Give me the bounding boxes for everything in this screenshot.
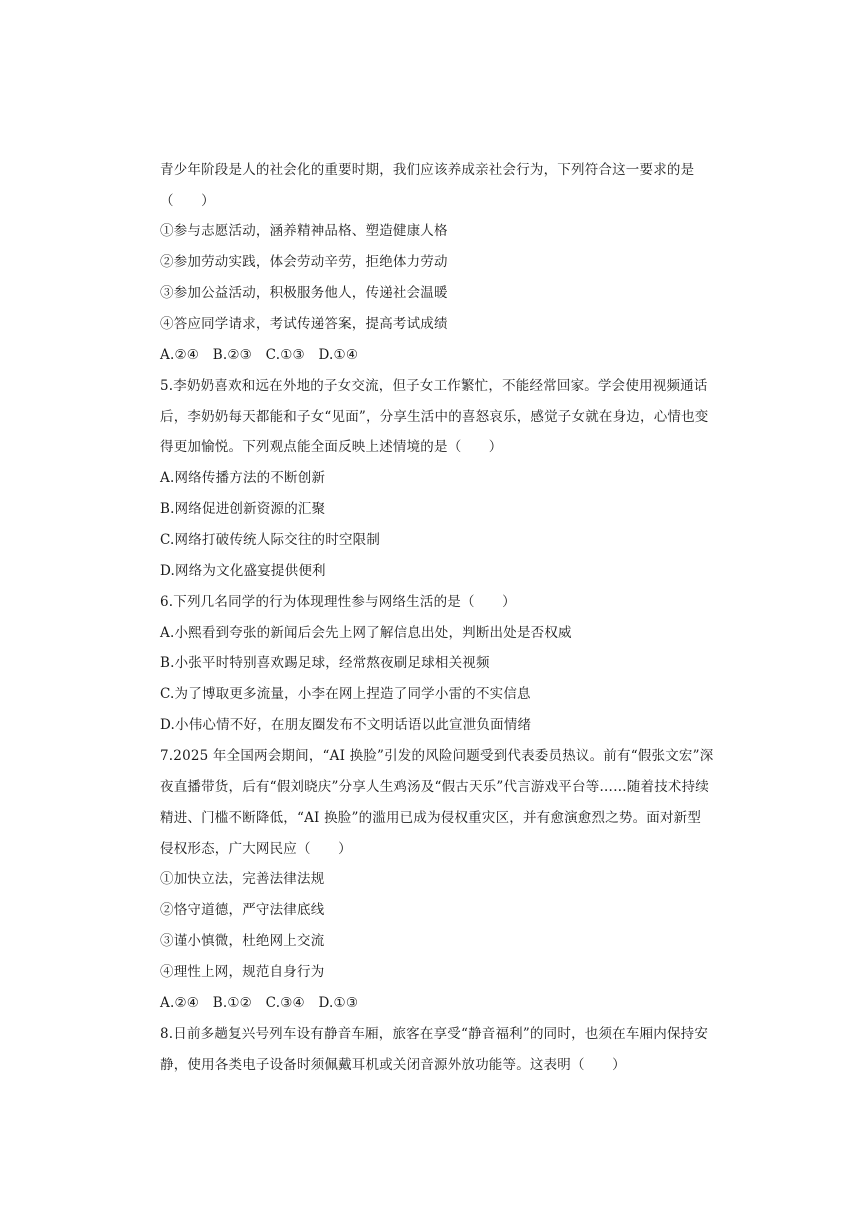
question-5-option-a: A.网络传播方法的不断创新 bbox=[160, 470, 326, 486]
question-6-option-b: B.小张平时特别喜欢踢足球，经常熬夜刷足球相关视频 bbox=[160, 655, 490, 671]
question-6-stem: 6.下列几名同学的行为体现理性参与网络生活的是（ ） bbox=[160, 594, 516, 610]
question-8-stem-line-2: 静，使用各类电子设备时须佩戴耳机或关闭音源外放功能等。这表明（ ） bbox=[160, 1057, 626, 1073]
question-4-item-2: ②参加劳动实践，体会劳动辛劳，拒绝体力劳动 bbox=[160, 254, 448, 270]
question-7-stem-line-3: 精进、门槛不断降低，“AI 换脸”的滥用已成为侵权重灾区，并有愈演愈烈之势。面对新型 bbox=[160, 810, 702, 826]
question-5-option-d: D.网络为文化盛宴提供便利 bbox=[160, 563, 326, 579]
question-4-item-3: ③参加公益活动，积极服务他人，传递社会温暖 bbox=[160, 285, 448, 301]
question-6-option-a: A.小熙看到夸张的新闻后会先上网了解信息出处，判断出处是否权威 bbox=[160, 625, 572, 641]
question-7-stem-line-4: 侵权形态，广大网民应（ ） bbox=[160, 841, 352, 857]
question-5-stem-line-3: 得更加愉悦。下列观点能全面反映上述情境的是（ ） bbox=[160, 439, 503, 455]
question-7-options: A.②④ B.①② C.③④ D.①③ bbox=[160, 995, 359, 1011]
question-6-option-c: C.为了博取更多流量，小李在网上捏造了同学小雷的不实信息 bbox=[160, 686, 531, 702]
question-7-item-1: ①加快立法，完善法律法规 bbox=[160, 871, 325, 887]
question-4-options: A.②④ B.②③ C.①③ D.①④ bbox=[160, 347, 359, 363]
question-5-stem-line-2: 后，李奶奶每天都能和子女“见面”，分享生活中的喜怒哀乐，感觉子女就在身边，心情也变 bbox=[160, 409, 709, 425]
question-7-stem-line-2: 夜直播带货，后有“假刘晓庆”分享人生鸡汤及“假古天乐”代言游戏平台等……随着技术持续 bbox=[160, 779, 710, 795]
question-5-option-c: C.网络打破传统人际交往的时空限制 bbox=[160, 532, 381, 548]
question-4-stem-line-2: （ ） bbox=[160, 193, 215, 209]
question-4-item-1: ①参与志愿活动，涵养精神品格、塑造健康人格 bbox=[160, 223, 448, 239]
question-8-stem-line-1: 8.日前多趟复兴号列车设有静音车厢，旅客在享受“静音福利”的同时，也须在车厢内保持安 bbox=[160, 1026, 709, 1042]
question-7-item-3: ③谨小慎微，杜绝网上交流 bbox=[160, 933, 325, 949]
question-7-item-4: ④理性上网，规范自身行为 bbox=[160, 964, 325, 980]
question-6-option-d: D.小伟心情不好，在朋友圈发布不文明话语以此宣泄负面情绪 bbox=[160, 717, 532, 733]
question-7-stem-line-1: 7.2025 年全国两会期间，“AI 换脸”引发的风险问题受到代表委员热议。前有“假张文宏”深 bbox=[160, 748, 714, 764]
question-5-stem-line-1: 5.李奶奶喜欢和远在外地的子女交流，但子女工作繁忙，不能经常回家。学会使用视频通话 bbox=[160, 378, 708, 394]
question-4-item-4: ④答应同学请求，考试传递答案，提高考试成绩 bbox=[160, 316, 448, 332]
question-4-stem-line-1: 青少年阶段是人的社会化的重要时期，我们应该养成亲社会行为，下列符合这一要求的是 bbox=[160, 162, 695, 178]
question-5-option-b: B.网络促进创新资源的汇聚 bbox=[160, 501, 326, 517]
question-7-item-2: ②恪守道德，严守法律底线 bbox=[160, 902, 325, 918]
